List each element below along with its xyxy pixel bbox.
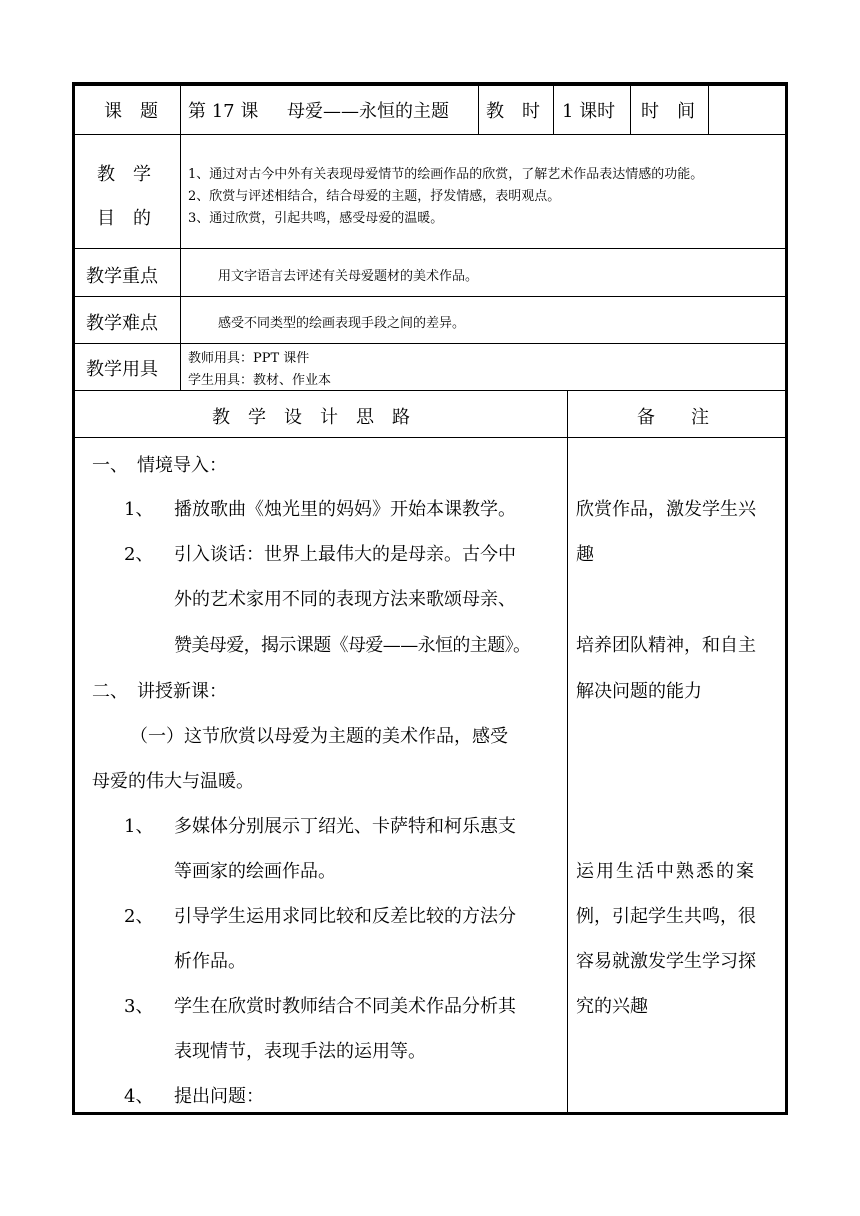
- lesson-title: 母爱——永恒的主题: [287, 101, 449, 122]
- item-text: 外的艺术家用不同的表现方法来歌颂母亲、: [174, 589, 516, 610]
- col-divider: [553, 85, 554, 134]
- objective-item: 3、通过欣赏，引起共鸣，感受母爱的温暖。: [188, 211, 444, 226]
- time-label: 教 时: [486, 101, 540, 122]
- item-number: 1、: [124, 816, 154, 837]
- remark-text: 例，引起学生共鸣，很: [576, 906, 756, 927]
- row-divider: [75, 343, 785, 344]
- remark-text: 运用生活中熟悉的案: [576, 861, 756, 882]
- paragraph-text: 母爱的伟大与温暖。: [92, 771, 254, 792]
- objective-item: 2、欣赏与评述相结合，结合母爱的主题，抒发情感，表明观点。: [188, 189, 561, 204]
- col-divider: [478, 85, 479, 134]
- remark-text: 容易就激发学生学习探: [576, 951, 756, 972]
- row-divider: [75, 296, 785, 297]
- remark-text: 欣赏作品，激发学生兴: [576, 499, 756, 520]
- subject-label: 课 题: [104, 101, 158, 122]
- col-divider: [180, 85, 181, 390]
- item-text: 多媒体分别展示丁绍光、卡萨特和柯乐惠支: [174, 816, 516, 837]
- section-heading: 二、 讲授新课：: [92, 681, 227, 702]
- item-number: 4、: [124, 1086, 154, 1107]
- difficulty-text: 感受不同类型的绘画表现手段之间的差异。: [218, 316, 466, 331]
- time-value: 1 课时: [562, 101, 616, 122]
- item-text: 引入谈话：世界上最伟大的是母亲。古今中: [174, 544, 516, 565]
- paragraph-text: （一）这节欣赏以母爱为主题的美术作品，感受: [130, 726, 508, 747]
- item-number: 1、: [124, 499, 154, 520]
- when-label: 时 间: [641, 101, 695, 122]
- remarks-header: 备 注: [637, 407, 709, 428]
- objectives-label-2: 目 的: [97, 208, 151, 229]
- row-divider: [75, 248, 785, 249]
- item-text: 析作品。: [174, 951, 246, 972]
- design-header: 教 学 设 计 思 路: [212, 407, 410, 428]
- remark-text: 培养团队精神，和自主: [576, 635, 756, 656]
- item-number: 3、: [124, 996, 154, 1017]
- lesson-number: 第 17 课: [188, 101, 259, 122]
- key-point-text: 用文字语言去评述有关母爱题材的美术作品。: [218, 269, 479, 284]
- remark-text: 解决问题的能力: [576, 681, 702, 702]
- col-divider: [567, 390, 568, 1112]
- remark-text: 趣: [576, 544, 594, 565]
- objectives-label-1: 教 学: [97, 164, 151, 185]
- item-text: 表现情节，表现手法的运用等。: [174, 1041, 426, 1062]
- col-divider: [708, 85, 709, 134]
- item-text: 引导学生运用求同比较和反差比较的方法分: [174, 906, 516, 927]
- item-text: 提出问题：: [174, 1086, 264, 1107]
- col-divider: [630, 85, 631, 134]
- student-tools: 学生用具：教材、作业本: [188, 373, 332, 388]
- row-divider: [75, 134, 785, 135]
- row-divider: [75, 390, 785, 391]
- objective-item: 1、通过对古今中外有关表现母爱情节的绘画作品的欣赏，了解艺术作品表达情感的功能。: [188, 167, 704, 182]
- item-text: 等画家的绘画作品。: [174, 861, 336, 882]
- item-number: 2、: [124, 544, 154, 565]
- teacher-tools: 教师用具：PPT 课件: [188, 351, 310, 366]
- key-point-label: 教学重点: [86, 266, 158, 287]
- item-text: 赞美母爱，揭示课题《母爱——永恒的主题》。: [174, 635, 531, 656]
- row-divider: [75, 437, 785, 438]
- item-text: 播放歌曲《烛光里的妈妈》开始本课教学。: [174, 499, 516, 520]
- item-text: 学生在欣赏时教师结合不同美术作品分析其: [174, 996, 516, 1017]
- section-heading: 一、 情境导入：: [92, 455, 227, 476]
- item-number: 2、: [124, 906, 154, 927]
- difficulty-label: 教学难点: [86, 313, 158, 334]
- row-divider: [75, 85, 785, 86]
- remark-text: 究的兴趣: [576, 996, 648, 1017]
- tools-label: 教学用具: [86, 359, 158, 380]
